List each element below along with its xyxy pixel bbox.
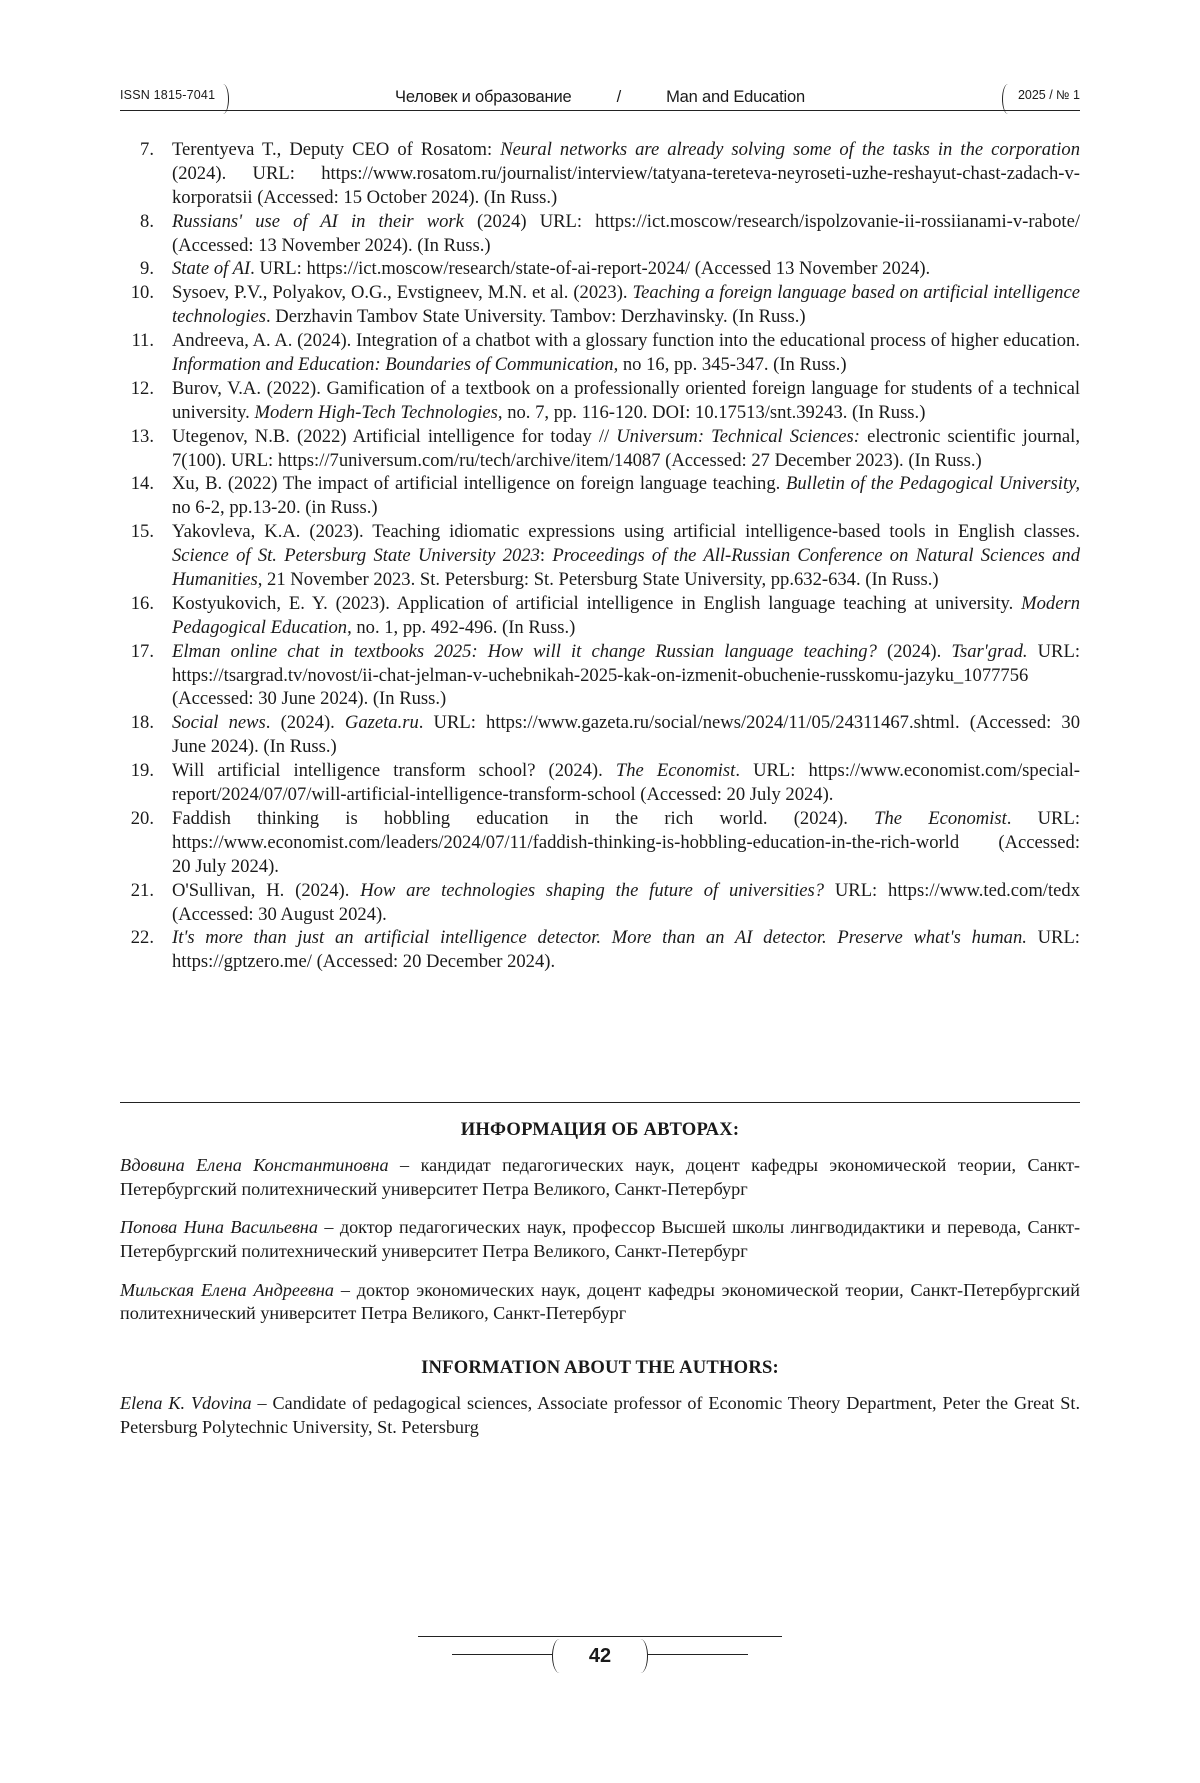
reference-number: 15. [130, 521, 154, 543]
reference-number: 12. [130, 377, 154, 399]
header-right-curve-decoration [1002, 84, 1017, 114]
reference-number: 11. [131, 330, 154, 352]
reference-item [120, 210, 1080, 258]
author-entry [120, 1154, 1080, 1201]
author-affiliation: доктор педагогических наук, профессор Высшей школы лингводидактики и перевода, Санкт-Петербургский политехнический университет Петра Великого, Санкт-Петербург [120, 1217, 1080, 1262]
reference-number: 10. [130, 282, 154, 304]
reference-list [120, 138, 1080, 974]
issn-label [120, 88, 229, 102]
reference-item [120, 472, 1080, 520]
reference-text: Terentyeva T., Deputy CEO of Rosatom: Neural networks are already solving some of the tasks in the corporation (2024). URL: https://www.rosatom.ru/journalist/interview/tatyana-tereteva-neyroseti-uzhe-reshayut-chast-zadach-v-korporatsii (Accessed: 15 October 2024). (In Russ.) [172, 139, 1080, 208]
reference-item [120, 425, 1080, 473]
issue-text: 2025 / № 1 [1017, 88, 1080, 102]
reference-item [120, 592, 1080, 640]
reference-number: 17. [130, 640, 154, 662]
authors-info-section [120, 1118, 1080, 1455]
journal-title [120, 88, 1080, 107]
footer-left-curve-decoration [552, 1639, 569, 1673]
reference-number: 20. [130, 807, 154, 829]
reference-item [120, 520, 1080, 592]
reference-item [120, 926, 1080, 974]
authors-en-list [120, 1392, 1080, 1439]
reference-text: Social news. (2024). Gazeta.ru. URL: https://www.gazeta.ru/social/news/2024/11/05/24311467.shtml. (Accessed: 30 June 2024). (In Russ.) [172, 712, 1081, 758]
footer-right-curve-decoration [631, 1639, 648, 1673]
journal-title-en: Man and Education [650, 88, 821, 106]
reference-text: Kostyukovich, E. Y. (2023). Application of artificial intelligence in English language teaching at university. Modern Pedagogical Education, no. 1, pp. 492-496. (In Russ.) [172, 592, 1080, 638]
reference-text: Will artificial intelligence transform school? (2024). The Economist. URL: https://www.economist.com/special-report/2024/07/07/will-artificial-intelligence-transform-school (Accessed: 20 July 2024). [172, 760, 1080, 806]
reference-number: 22. [130, 927, 154, 949]
reference-text: Sysoev, P.V., Polyakov, O.G., Evstigneev, M.N. et al. (2023). Teaching a foreign language based on artificial intelligence technologies. Derzhavin Tambov State University. Tambov: Derzhavinsky. (In Russ.) [172, 282, 1080, 328]
author-dash: – [318, 1217, 340, 1238]
authors-section-divider [120, 1102, 1080, 1103]
reference-number: 16. [130, 592, 154, 614]
author-affiliation: доктор экономических наук, доцент кафедры экономической теории, Санкт-Петербургский политехнический университет Петра Великого, Санкт-Петербург [120, 1279, 1080, 1324]
page-footer [0, 1636, 1200, 1716]
reference-item [120, 759, 1080, 807]
reference-text: O'Sullivan, H. (2024). How are technologies shaping the future of universities? URL: https://www.ted.com/tedx (Accessed: 30 August 2024). [172, 879, 1080, 925]
reference-text: Xu, B. (2022) The impact of artificial intelligence on foreign language teaching. Bulletin of the Pedagogical University, no 6-2, pp.13-20. (in Russ.) [172, 473, 1080, 519]
author-entry [120, 1392, 1080, 1439]
reference-text: Yakovleva, K.A. (2023). Teaching idiomatic expressions using artificial intelligence-based tools in English classes. Science of St. Petersburg State University 2023: Proceedings of the All-Russian Conference on Natural Sciences and Humanities, 21 November 2023. St. Petersburg: St. Petersburg State University, pp.632-634. (In Russ.) [172, 521, 1080, 591]
footer-divider-outer [418, 1636, 782, 1637]
reference-text: It's more than just an artificial intelligence detector. More than an AI detector. Preserve what's human. URL: https://gptzero.me/ (Accessed: 20 December 2024). [172, 927, 1080, 973]
author-affiliation: Candidate of pedagogical sciences, Associate professor of Economic Theory Department, Peter the Great St. Petersburg Polytechnic University, St. Petersburg [120, 1393, 1080, 1437]
header-left-curve-decoration [214, 84, 229, 114]
author-dash: – [388, 1155, 421, 1176]
reference-item [120, 879, 1080, 927]
journal-title-combined [363, 88, 837, 106]
journal-title-ru: Человек и образование [379, 88, 587, 106]
author-name: Мильская Елена Андреевна [120, 1279, 335, 1300]
reference-text: Andreeva, A. A. (2024). Integration of a chatbot with a glossary function into the educational process of higher education. Information and Education: Boundaries of Communication, no 16, pp. 345-347. (In Russ.) [172, 330, 1080, 376]
page-header [120, 88, 1080, 122]
reference-number: 9. [140, 258, 154, 280]
reference-text: Utegenov, N.B. (2022) Artificial intelligence for today // Universum: Technical Sciences: electronic scientific journal, 7(100). URL: https://7universum.com/ru/tech/archive/item/14087 (Accessed: 27 December 2023). (In Russ.) [172, 425, 1080, 471]
reference-item [120, 377, 1080, 425]
author-affiliation: кандидат педагогических наук, доцент кафедры экономической теории, Санкт-Петербургский политехнический университет Петра Великого, Санкт-Петербург [120, 1155, 1080, 1199]
reference-number: 21. [130, 879, 154, 901]
reference-number: 19. [130, 760, 154, 782]
author-name: Elena K. Vdovina [120, 1393, 252, 1414]
page-number: 42 [588, 1645, 612, 1667]
reference-text: Burov, V.A. (2022). Gamification of a textbook on a professionally oriented foreign language for students of a technical university. Modern High-Tech Technologies, no. 7, pp. 116-120. DOI: 10.17513/snt.39243. (In Russ.) [172, 377, 1080, 423]
reference-number: 13. [130, 425, 154, 447]
reference-item [120, 807, 1080, 879]
author-entry [120, 1279, 1080, 1326]
reference-text: Faddish thinking is hobbling education in the rich world. (2024). The Economist. URL: https://www.economist.com/leaders/2024/07/11/faddish-thinking-is-hobbling-education-in-the-rich-world (Accessed: 20 July 2024). [172, 807, 1080, 877]
reference-item [120, 138, 1080, 210]
author-name: Вдовина Елена Константиновна [120, 1155, 389, 1176]
reference-item [120, 640, 1080, 712]
reference-item [120, 329, 1080, 377]
reference-number: 8. [140, 210, 154, 232]
author-entry [120, 1216, 1080, 1263]
journal-title-separator: / [601, 88, 637, 106]
authors-ru-list [120, 1154, 1080, 1326]
authors-en-heading: INFORMATION ABOUT THE AUTHORS: [421, 1357, 779, 1379]
author-dash: – [334, 1279, 357, 1300]
issn-text: ISSN 1815-7041 [120, 88, 216, 102]
reference-text: Russians' use of AI in their work (2024) URL: https://ict.moscow/research/ispolzovanie-ii-rossiianami-v-rabote/ (Accessed: 13 November 2024). (In Russ.) [172, 210, 1080, 256]
reference-number: 7. [140, 139, 154, 160]
reference-item [120, 711, 1080, 759]
issue-label [1002, 88, 1080, 102]
header-divider [120, 110, 1080, 111]
reference-text: State of AI. URL: https://ict.moscow/research/state-of-ai-report-2024/ (Accessed 13 November 2024). [172, 258, 931, 280]
reference-item [120, 257, 1080, 281]
author-dash: – [251, 1393, 273, 1414]
author-name: Попова Нина Васильевна [120, 1217, 318, 1238]
reference-item [120, 281, 1080, 329]
reference-number: 18. [130, 712, 154, 734]
authors-ru-heading: ИНФОРМАЦИЯ ОБ АВТОРАХ: [460, 1119, 740, 1140]
page-number-badge [552, 1639, 648, 1673]
reference-text: Elman online chat in textbooks 2025: How will it change Russian language teaching? (2024). Tsar'grad. URL: https://tsargrad.tv/novost/ii-chat-jelman-v-uchebnikah-2025-kak-on-izmenit-obuchenie-russkomu-jazyku_1077756 (Accessed: 30 June 2024). (In Russ.) [172, 640, 1080, 710]
reference-number: 14. [130, 473, 154, 495]
